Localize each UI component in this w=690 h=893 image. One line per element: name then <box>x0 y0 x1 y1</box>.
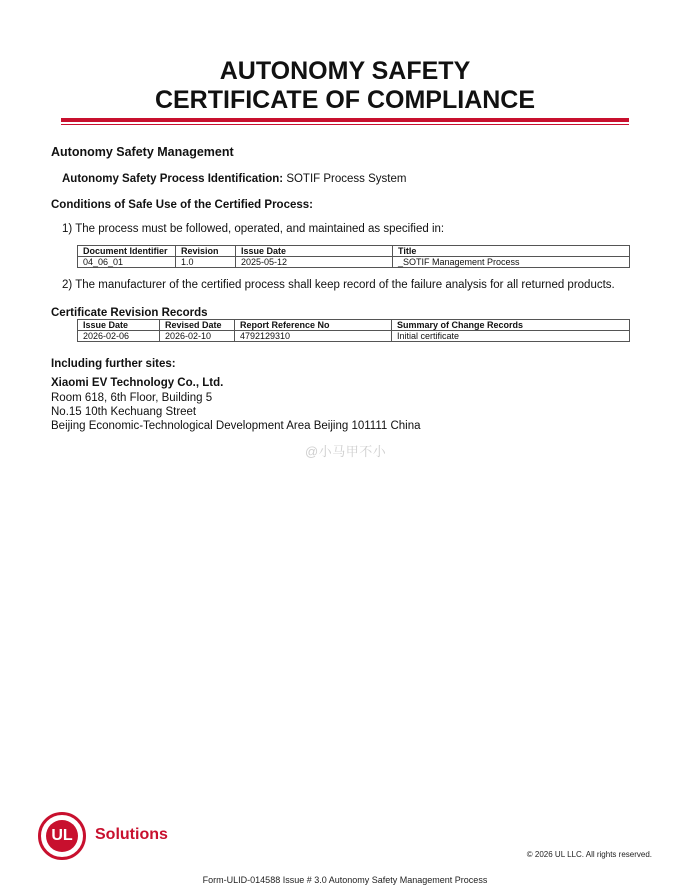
condition-item-2-number: 2) <box>62 279 73 291</box>
condition-item-2-text: The manufacturer of the certified process shall keep record of the failure analysis for all returned products. <box>75 279 615 291</box>
title-rule <box>61 118 629 122</box>
rev-cell-revised-date: 2026-02-10 <box>160 331 235 342</box>
rev-header-summary: Summary of Change Records <box>392 320 630 331</box>
condition-item-1-text: The process must be followed, operated, and maintained as specified in: <box>75 223 445 235</box>
management-heading: Autonomy Safety Management <box>51 145 234 159</box>
doc-cell-title: _SOTIF Management Process <box>393 257 630 268</box>
process-id-label: Autonomy Safety Process Identification: <box>62 173 284 185</box>
rev-header-issue-date: Issue Date <box>78 320 160 331</box>
site-company: Xiaomi EV Technology Co., Ltd. <box>51 377 224 389</box>
title-rule-thin <box>61 124 629 125</box>
rev-cell-summary: Initial certificate <box>392 331 630 342</box>
site-address-line-2: No.15 10th Kechuang Street <box>51 406 197 418</box>
document-table <box>77 245 630 268</box>
site-address-line-1: Room 618, 6th Floor, Building 5 <box>51 392 213 404</box>
rev-cell-report-ref: 4792129310 <box>235 331 392 342</box>
doc-header-identifier: Document Identifier <box>78 246 176 257</box>
doc-cell-issue-date: 2025-05-12 <box>236 257 393 268</box>
ul-logo-word: Solutions <box>95 826 168 843</box>
title-line-2: CERTIFICATE OF COMPLIANCE <box>154 86 536 114</box>
watermark: @小马甲不小 <box>305 444 387 459</box>
ul-logo-icon <box>38 812 86 860</box>
doc-header-revision: Revision <box>176 246 236 257</box>
doc-header-issue-date: Issue Date <box>236 246 393 257</box>
doc-cell-identifier: 04_06_01 <box>78 257 176 268</box>
condition-item-1 <box>62 223 444 235</box>
table-row <box>78 257 630 268</box>
revision-table-header-row <box>78 320 630 331</box>
process-identification <box>62 173 406 185</box>
rev-header-report-ref: Report Reference No <box>235 320 392 331</box>
form-footer: Form-ULID-014588 Issue # 3.0 Autonomy Safety Management Process <box>202 875 488 885</box>
document-table-header-row <box>78 246 630 257</box>
doc-cell-revision: 1.0 <box>176 257 236 268</box>
sites-heading: Including further sites: <box>51 358 176 370</box>
ul-logo-mark: UL <box>46 820 78 852</box>
revision-table <box>77 319 630 342</box>
rev-header-revised-date: Revised Date <box>160 320 235 331</box>
conditions-heading: Conditions of Safe Use of the Certified Process: <box>51 199 313 211</box>
condition-item-2 <box>62 279 615 291</box>
site-address-line-3: Beijing Economic-Technological Development Area Beijing 101111 China <box>51 420 421 432</box>
table-row <box>78 331 630 342</box>
title-line-1: AUTONOMY SAFETY <box>219 57 471 85</box>
doc-header-title: Title <box>393 246 630 257</box>
copyright-notice: © 2026 UL LLC. All rights reserved. <box>526 850 652 859</box>
revisions-heading: Certificate Revision Records <box>51 307 208 319</box>
condition-item-1-number: 1) <box>62 223 73 235</box>
process-id-value: SOTIF Process System <box>286 173 407 185</box>
rev-cell-issue-date: 2026-02-06 <box>78 331 160 342</box>
